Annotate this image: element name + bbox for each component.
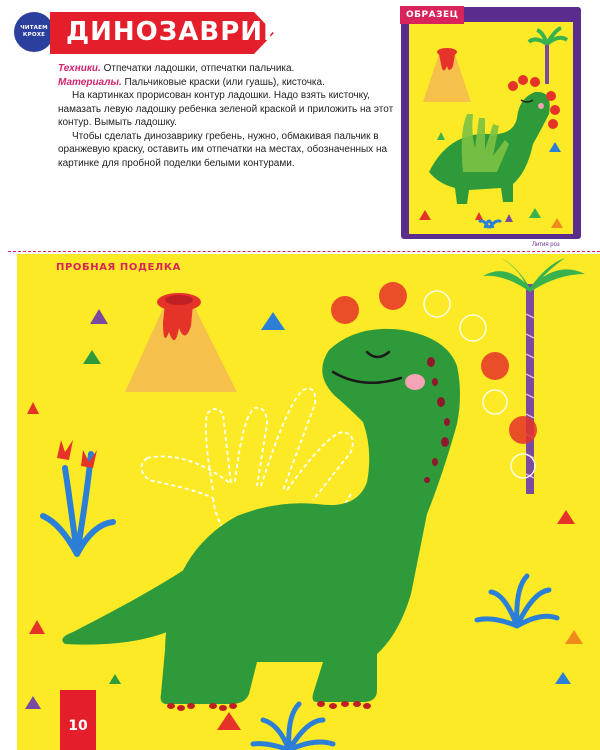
instruction-paragraph-1: На картинках прорисован контур ладошки. Надо взять кисточку, намазать левую ладошку ребенка зеленой краской и приложить на этот контур. Вымыть ладошку.	[58, 90, 394, 128]
materials-label: Материалы.	[58, 76, 122, 88]
activity-label: ПРОБНАЯ ПОДЕЛКА	[56, 262, 181, 273]
bush-icon	[253, 704, 333, 750]
cut-line	[8, 251, 600, 252]
dinosaur-illustration	[62, 329, 460, 711]
sample-tag: ОБРАЗЕЦ	[400, 6, 464, 24]
instruction-paragraph-2: Чтобы сделать динозаврику гребень, нужно, обмакивая пальчик в оранжевую краску, оставить им отпечатки на местах, обозначенных на картинке для пробной поделки белыми контурами.	[58, 130, 388, 169]
plant-icon	[43, 440, 113, 554]
brand-logo-line2: КРОХЕ	[22, 32, 46, 38]
materials-text: Пальчиковые краски (или гуашь), кисточка.	[121, 76, 325, 88]
page-title: ДИНОЗАВРИК	[66, 17, 286, 47]
sample-caption: Лития роз	[532, 242, 560, 248]
sample-picture	[409, 22, 573, 234]
dino-cheek	[405, 374, 425, 390]
bush-icon	[477, 576, 557, 626]
instructions-block	[58, 62, 398, 170]
materials-line	[58, 76, 398, 90]
brand-logo-line1: ЧИТАЕМ	[20, 25, 48, 32]
volcano-icon	[125, 293, 237, 392]
techniques-line	[58, 62, 398, 76]
activity-area	[17, 254, 600, 750]
techniques-label: Техники.	[58, 63, 101, 74]
brand-logo	[14, 12, 54, 52]
page-number: 10	[68, 718, 88, 734]
techniques-text: Отпечатки ладошки, отпечатки пальчика.	[100, 63, 295, 74]
